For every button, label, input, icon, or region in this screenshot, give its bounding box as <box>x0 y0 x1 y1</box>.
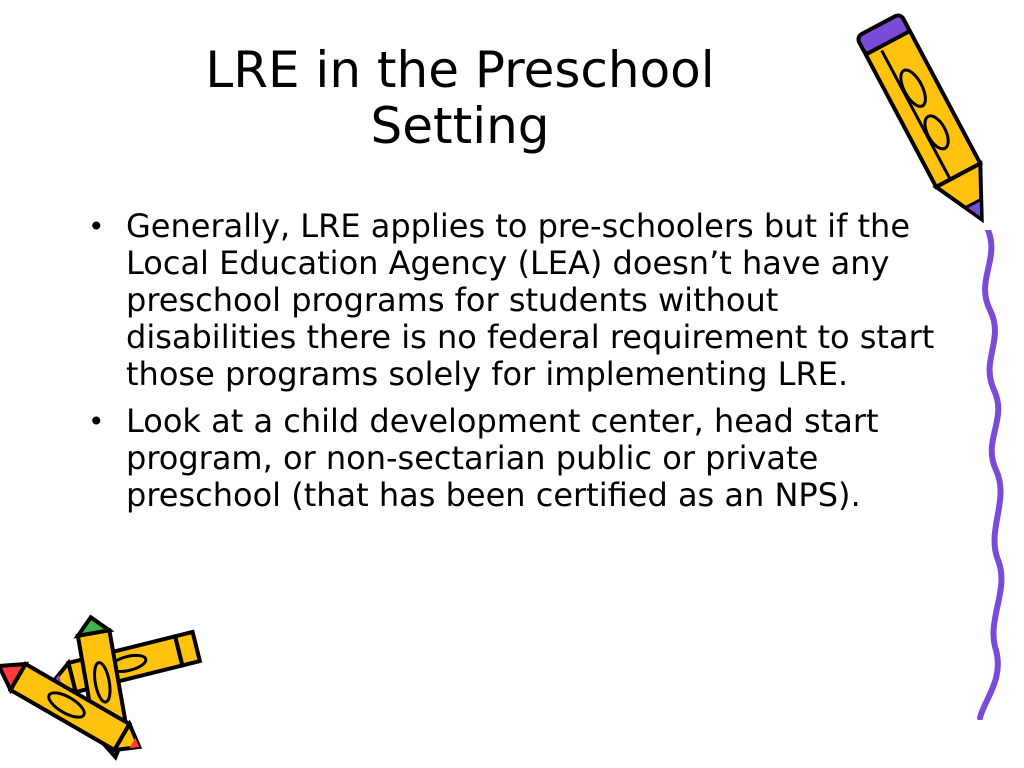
squiggle-line <box>960 230 1020 720</box>
bullet-icon: • <box>88 210 105 243</box>
bullet-item <box>88 208 948 393</box>
bullet-text: Generally, LRE applies to pre-schoolers but if the Local Education Agency (LEA) doesn’t have any preschool programs for students without disabilities there is no federal requirement to start those programs solely for implementing LRE. <box>126 207 935 393</box>
title-line-2: Setting <box>370 97 550 155</box>
title-line-1: LRE in the Preschool <box>205 41 715 99</box>
bullet-text: Look at a child development center, head start program, or non-sectarian public or private preschool (that has been certified as an NPS). <box>126 402 879 514</box>
crayons-icon <box>0 612 210 762</box>
pencil-icon <box>856 4 1006 244</box>
bullet-list <box>88 208 948 524</box>
bullet-icon: • <box>88 405 105 438</box>
slide-title <box>100 42 820 154</box>
bullet-item <box>88 403 948 514</box>
